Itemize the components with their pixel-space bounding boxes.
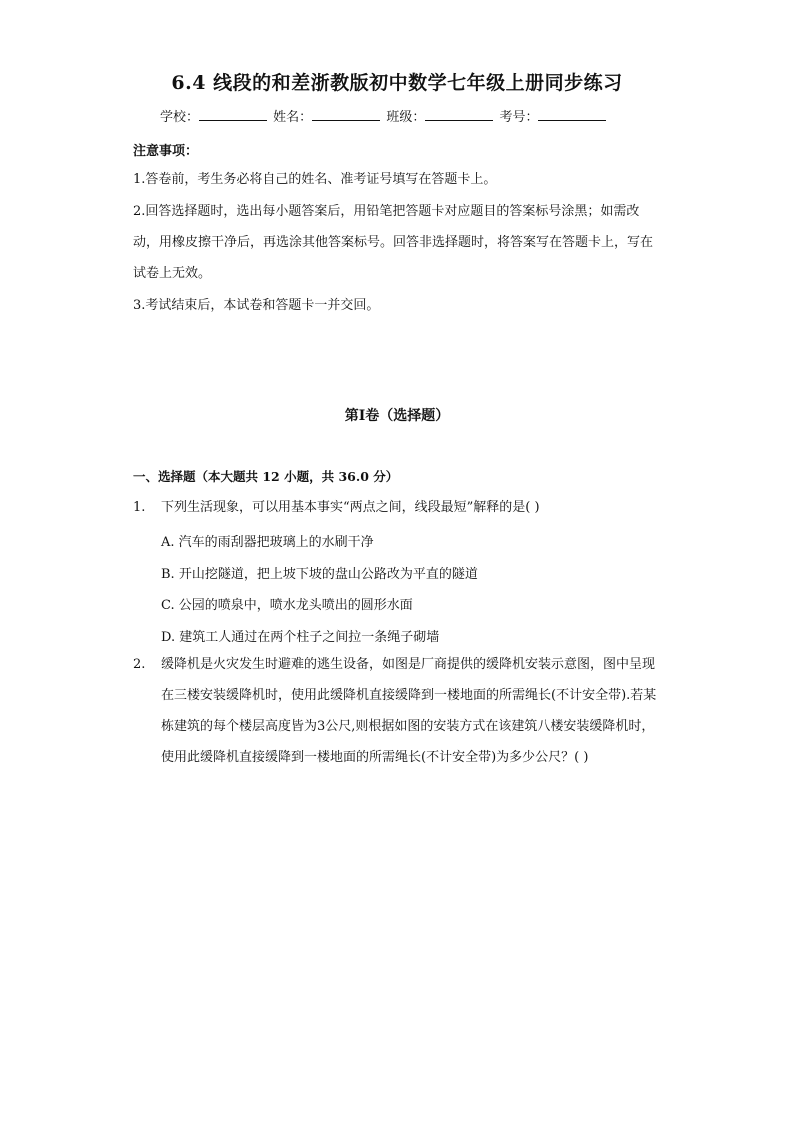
exam-number-blank [538, 108, 606, 121]
volume-title: 第I卷（选择题） [344, 408, 450, 424]
question-option: B. 开山挖隧道，把上坡下坡的盘山公路改为平直的隧道 [161, 567, 478, 582]
name-label: 姓名： [273, 110, 313, 125]
question-text: 缓降机是火灾发生时避难的逃生设备，如图是厂商提供的缓降机安装示意图，图中呈现在三楼安装缓降机时，使用此缓降机直接缓降到一楼地面的所需绳长(不计安全带).若某栋建筑的每个楼层高度皆为3公尺,则根据如图的安装方式在该建筑八楼安装缓降机时，使用此缓降机直接缓降到一楼地面的所需绳长(不计安全带)为多少公尺？( ) [161, 657, 657, 765]
notes-heading: 注意事项： [133, 144, 199, 159]
question-option: A. 汽车的雨刮器把玻璃上的水刷干净 [161, 535, 374, 550]
name-blank [312, 108, 380, 121]
school-label: 学校： [160, 110, 200, 125]
question-number: 1. [133, 500, 146, 515]
question-text: 下列生活现象，可以用基本事实“两点之间，线段最短”解释的是( ) [161, 500, 540, 515]
note-item: 2.回答选择题时，选出每小题答案后，用铅笔把答题卡对应题目的答案标号涂黑；如需改动，用橡皮擦干净后，再选涂其他答案标号。回答非选择题时，将答案写在答题卡上，写在试卷上无效。 [133, 204, 654, 281]
class-blank [425, 108, 493, 121]
page-title: 6.4 线段的和差浙教版初中数学七年级上册同步练习 [171, 72, 623, 94]
question-option: D. 建筑工人通过在两个柱子之间拉一条绳子砌墙 [161, 630, 440, 645]
note-item: 1.答卷前，考生务必将自己的姓名、准考证号填写在答题卡上。 [133, 172, 497, 187]
section-heading: 一、选择题（本大题共 12 小题，共 36.0 分） [133, 469, 399, 484]
exam-number-label: 考号： [499, 110, 539, 125]
student-info-line [160, 106, 680, 125]
class-label: 班级： [386, 110, 426, 125]
question-number: 2. [133, 657, 146, 672]
question-option: C. 公园的喷泉中，喷水龙头喷出的圆形水面 [161, 598, 413, 613]
school-blank [199, 108, 267, 121]
note-item: 3.考试结束后，本试卷和答题卡一并交回。 [133, 298, 380, 313]
